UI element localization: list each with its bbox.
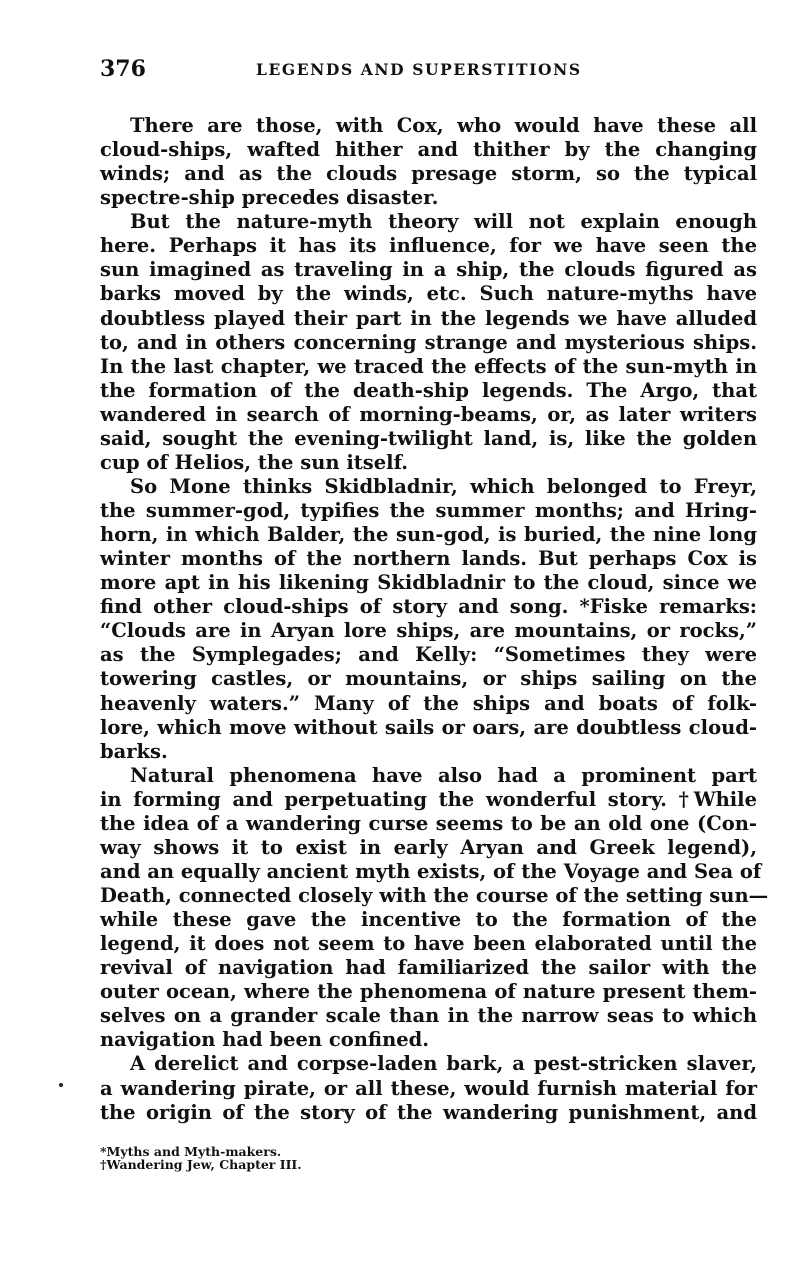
text-line: barks. — [100, 739, 168, 763]
text-line: while these gave the incentive to the formation of the — [100, 908, 757, 932]
text-line: heavenly waters.” Many of the ships and boats of folk- — [100, 691, 757, 715]
running-header — [100, 56, 757, 86]
text-line: lore, which move without sails or oars, are doubtless cloud- — [100, 715, 757, 739]
text-line: But the nature-myth theory will not explain enough — [130, 210, 757, 234]
text-line: spectre-ship precedes disaster. — [100, 186, 439, 210]
text-line: selves on a grander scale than in the narrow seas to which — [100, 1004, 757, 1028]
text-line: wandered in search of morning-beams, or, as later writers — [100, 402, 757, 426]
text-line: the idea of a wandering curse seems to be an old one (Con- — [100, 811, 757, 835]
text-line: and an equally ancient myth exists, of the Voyage and Sea of — [100, 859, 762, 883]
margin-dot-mark — [59, 1083, 63, 1087]
text-line: the origin of the story of the wandering punishment, and — [100, 1100, 757, 1124]
text-line: sun imagined as traveling in a ship, the clouds figured as — [100, 258, 757, 282]
text-line: to, and in others concerning strange and mysterious ships. — [100, 330, 757, 354]
text-line: So Mone thinks Skidbladnir, which belonged to Freyr, — [130, 474, 757, 498]
paragraph — [100, 763, 769, 1053]
text-line: the formation of the death-ship legends. The Argo, that — [100, 378, 757, 402]
text-line: outer ocean, where the phenomena of nature present them- — [100, 980, 757, 1004]
text-line: legend, it does not seem to have been elaborated until the — [100, 932, 757, 956]
text-line: Death, connected closely with the course of the setting sun— — [100, 884, 769, 907]
text-line: winds; and as the clouds presage storm, so the typical — [100, 162, 757, 186]
footnote: *Myths and Myth-makers. — [100, 1144, 282, 1159]
text-line: the summer-god, typifies the summer months; and Hring- — [100, 499, 757, 522]
text-line: winter months of the northern lands. But perhaps Cox is — [100, 547, 757, 571]
text-line: revival of navigation had familiarized the sailor with the — [100, 956, 757, 980]
text-line: cup of Helios, the sun itself. — [100, 450, 409, 474]
text-line: In the last chapter, we traced the effects of the sun-myth in — [100, 354, 757, 378]
text-line: a wandering pirate, or all these, would furnish material for — [100, 1076, 757, 1100]
footnote: †Wandering Jew, Chapter III. — [100, 1157, 302, 1172]
text-line: more apt in his likening Skidbladnir to the cloud, since we — [100, 571, 757, 595]
text-line: There are those, with Cox, who would have these all — [130, 114, 757, 137]
text-line: said, sought the evening-twilight land, is, like the golden — [100, 426, 757, 450]
text-line: “Clouds are in Aryan lore ships, are mountains, or rocks,” — [100, 619, 757, 643]
text-line: Natural phenomena have also had a prominent part — [130, 763, 757, 787]
paragraph — [100, 475, 757, 764]
text-line: find other cloud-ships of story and song. *Fiske remarks: — [100, 595, 757, 619]
paragraph — [100, 1052, 757, 1124]
text-line: barks moved by the winds, etc. Such nature-myths have — [100, 282, 757, 306]
paragraph — [100, 114, 757, 210]
page-number: 376 — [100, 56, 146, 82]
text-line: doubtless played their part in the legends we have alluded — [100, 306, 757, 330]
text-line: as the Symplegades; and Kelly: “Sometimes they were — [100, 643, 757, 667]
text-line: here. Perhaps it has its influence, for we have seen the — [100, 234, 757, 258]
text-line: horn, in which Balder, the sun-god, is buried, the nine long — [100, 523, 757, 547]
text-line: in forming and perpetuating the wonderful story. †While — [100, 787, 757, 811]
paragraph — [100, 210, 757, 475]
body-text — [100, 114, 769, 1125]
text-line: navigation had been confined. — [100, 1028, 430, 1052]
running-title: LEGENDS AND SUPERSTITIONS — [256, 60, 582, 79]
text-line: cloud-ships, wafted hither and thither by the changing — [100, 138, 757, 162]
text-line: A derelict and corpse-laden bark, a pest-stricken slaver, — [130, 1052, 757, 1076]
footnotes — [100, 1145, 302, 1171]
text-line: way shows it to exist in early Aryan and Greek legend), — [100, 835, 757, 859]
text-line: towering castles, or mountains, or ships sailing on the — [100, 667, 757, 691]
